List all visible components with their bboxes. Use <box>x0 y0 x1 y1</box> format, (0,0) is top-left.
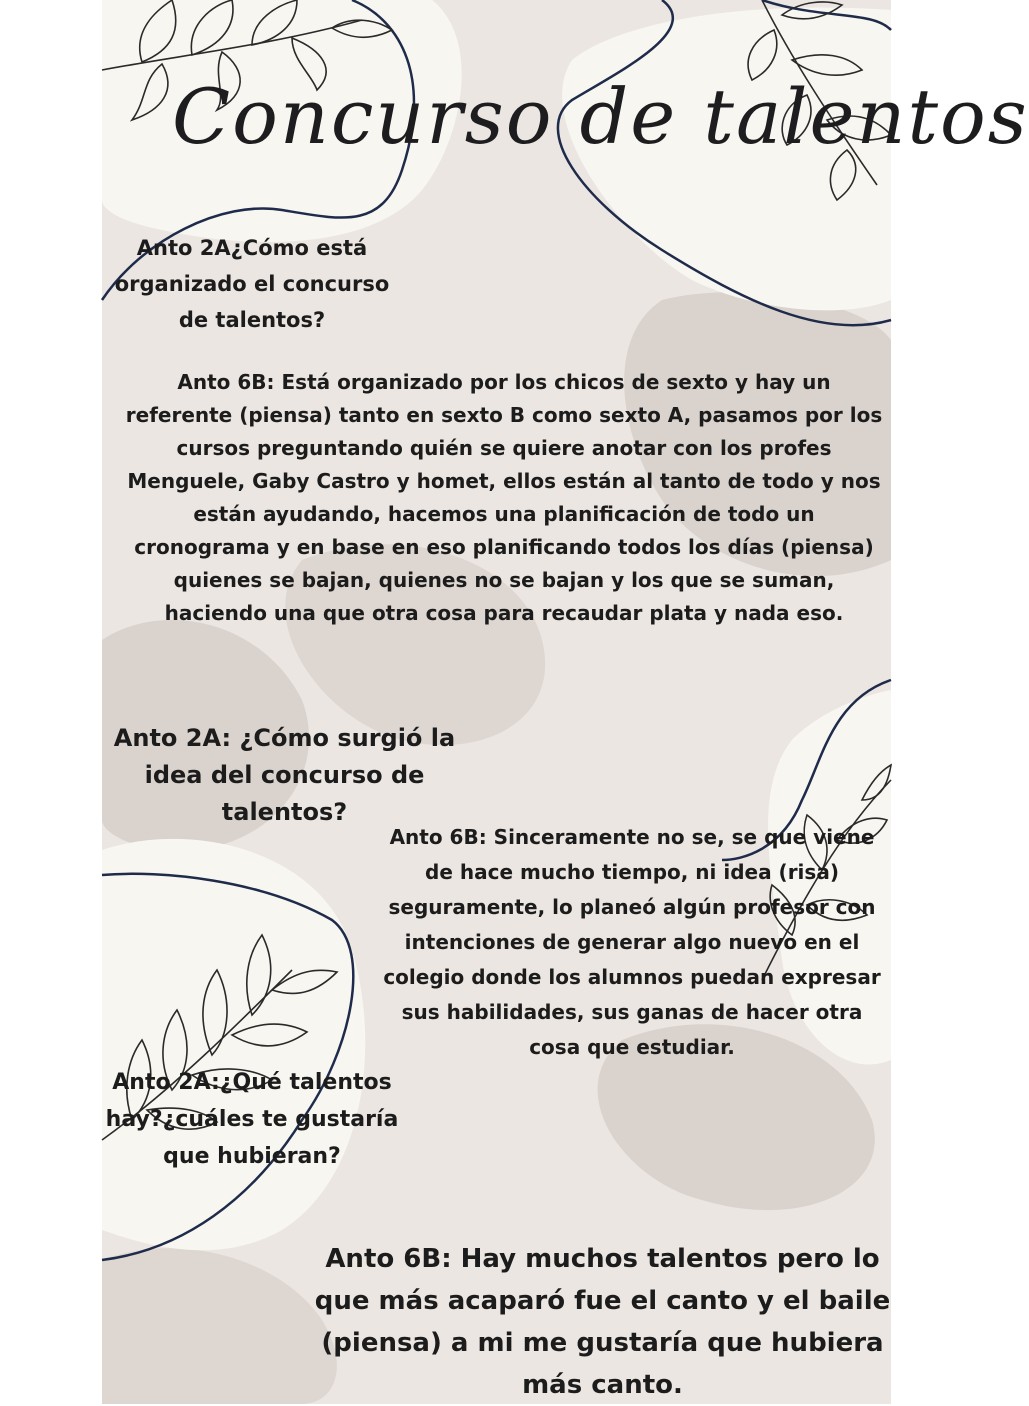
page-title: Concurso de talentos <box>172 72 1029 161</box>
taupe-blob-bottom <box>102 1248 337 1404</box>
decorative-background <box>102 0 1029 1404</box>
cream-blob-lower-left <box>102 839 365 1250</box>
answer-3: Anto 6B: Hay muchos talentos pero lo que más acaparó fue el canto y el baile (piensa) a mi me gustaría que hubiera más canto. <box>314 1244 891 1400</box>
question-1: Anto 2A¿Cómo está organizado el concurso de talentos? <box>114 236 390 332</box>
answer-2: Anto 6B: Sinceramente no se, se que viene de hace mucho tiempo, ni idea (risa) seguramente, lo planeó algún profesor con intenciones de generar algo nuevo en el colegio donde los alumnos puedan expresar sus habilidades, sus ganas de hacer otra cosa que estudiar. <box>383 825 881 1059</box>
question-3: Anto 2A:¿Qué talentos hay?¿cuáles te gustaría que hubieran? <box>105 1070 399 1169</box>
question-2: Anto 2A: ¿Cómo surgió la idea del concurso de talentos? <box>113 724 456 826</box>
answer-1: Anto 6B: Está organizado por los chicos de sexto y hay un referente (piensa) tanto en sexto B como sexto A, pasamos por los cursos preguntando quién se quiere anotar con los profes Menguele, Gaby Castro y homet, ellos están al tanto de todo y nos están ayudando, hacemos una planificación de todo un cronograma y en base en eso planificando todos los días (piensa) quienes se bajan, quienes no se bajan y los que se suman, haciendo una que otra cosa para recaudar plata y nada eso. <box>125 370 883 625</box>
background-panel <box>102 0 1029 1404</box>
